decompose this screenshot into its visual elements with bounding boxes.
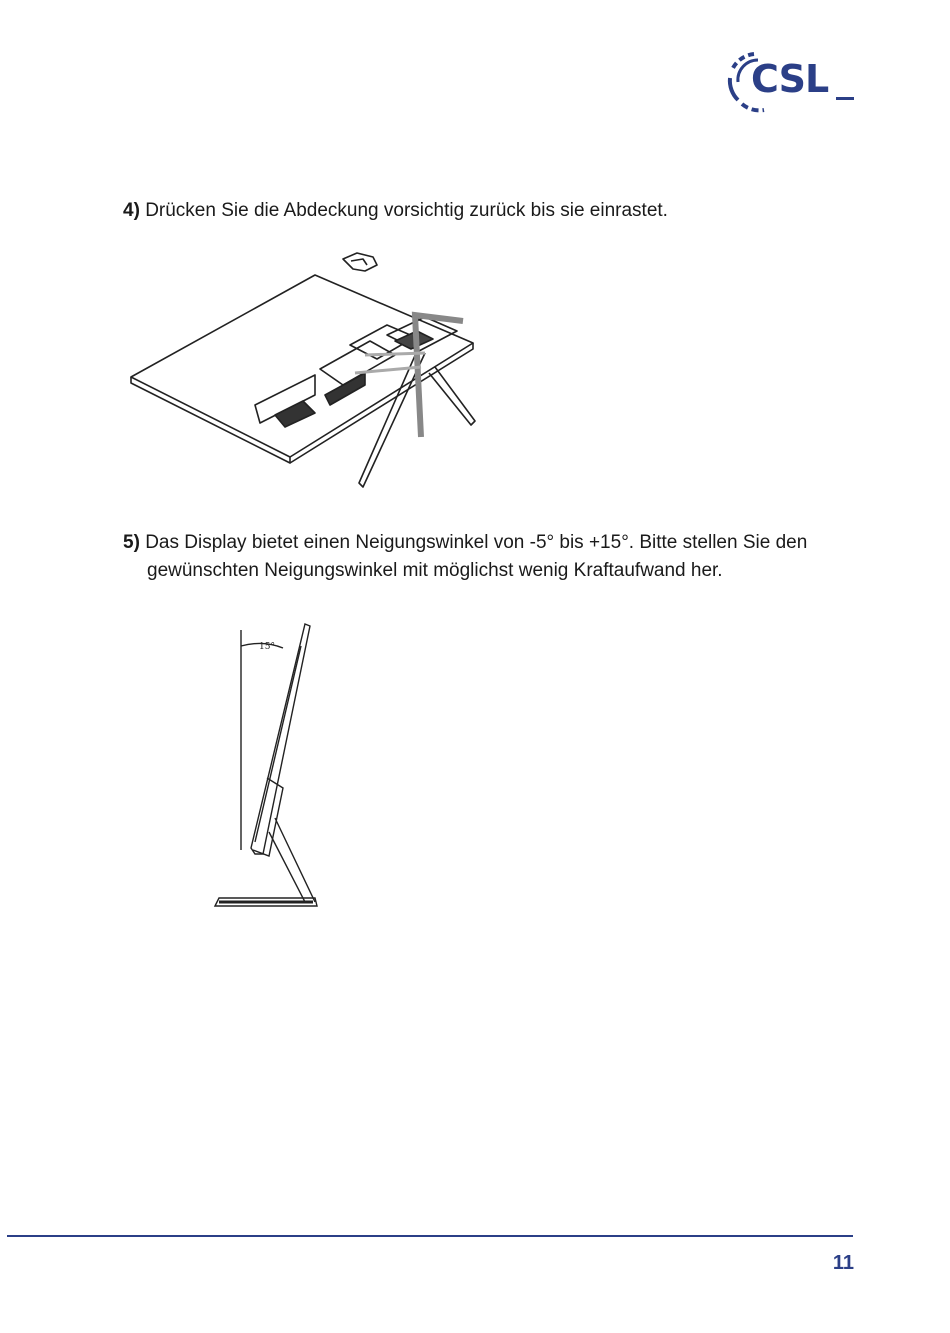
step-4-text: Drücken Sie die Abdeckung vorsichtig zurück bis sie einrastet. [145,200,668,221]
footer-divider [7,1235,853,1237]
tilt-angle-illustration [205,618,330,912]
monitor-stand-illustration [125,245,485,495]
csl-logo [724,48,858,114]
page-number: 11 [832,1252,854,1274]
step-5-text-line2: gewünschten Neigungswinkel mit möglichst wenig Kraftaufwand her. [147,560,723,581]
step-5-number: 5) [123,532,140,553]
step-5 [123,529,848,585]
tilt-angle-label: 15° [259,642,275,652]
step-4-number: 4) [123,200,140,221]
step-4 [123,197,843,225]
logo-text: CSL [751,57,829,101]
step-5-text-line1: Das Display bietet einen Neigungswinkel von -5° bis +15°. Bitte stellen Sie den [145,532,808,553]
